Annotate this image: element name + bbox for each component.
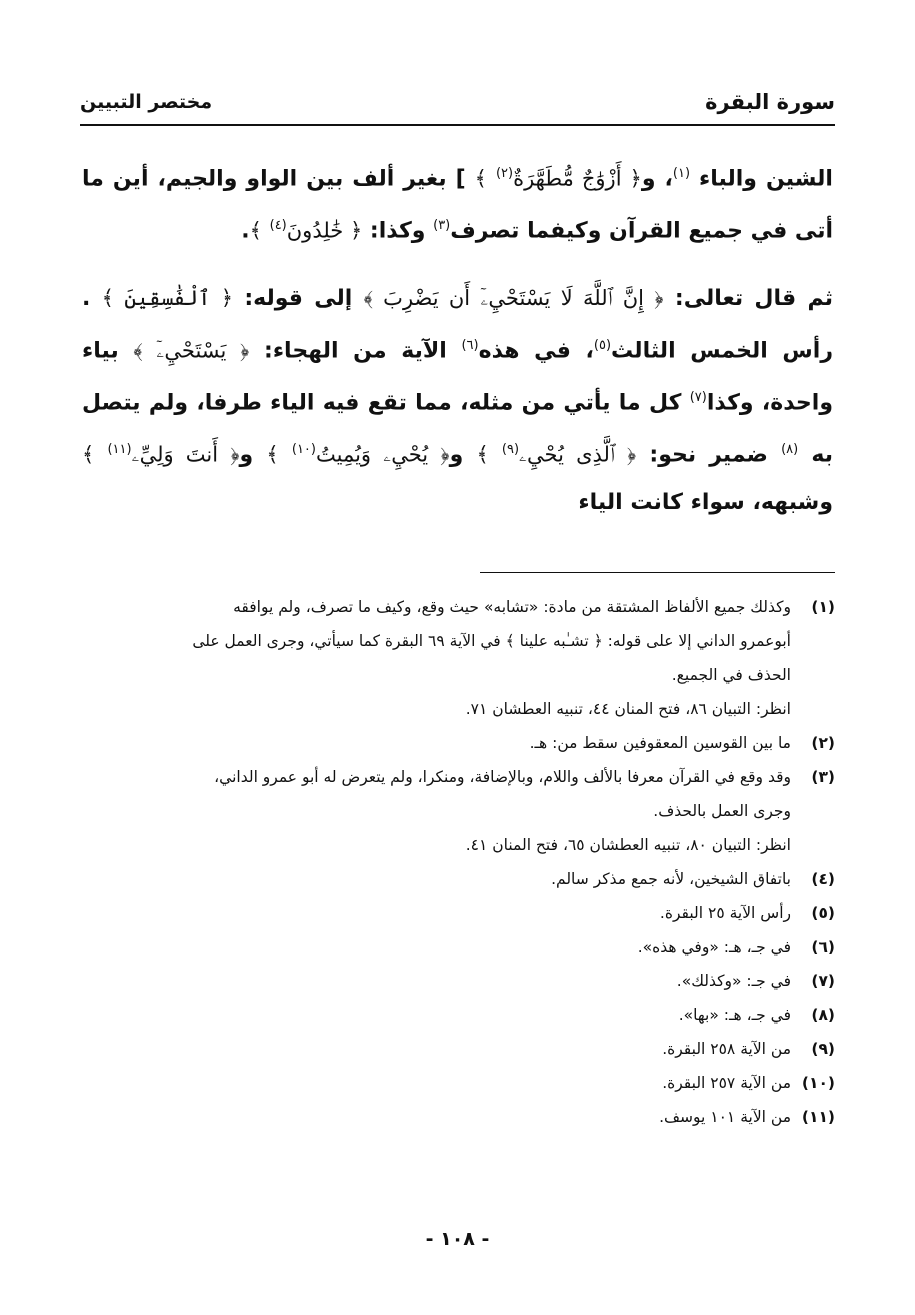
text-segment: ] بغير ألف بين الواو والجيم، أين ما أتى في جميع القرآن وكيفما تصرف <box>82 166 833 244</box>
text-segment: ضمير نحو: <box>649 442 768 468</box>
footnote-3 <box>82 760 835 862</box>
text-segment: الشين والباء <box>699 166 833 192</box>
surah-title: سورة البقرة <box>705 90 835 114</box>
quran-quote-close: ﴾ <box>476 442 489 467</box>
footnote-number: (٢) <box>811 734 835 752</box>
footnote-number: (١٠) <box>801 1074 835 1092</box>
footnote-4 <box>82 862 835 896</box>
quran-quote-khalidun: ﴿ خَٰلِدُونَ <box>286 218 363 243</box>
text-segment: ، و <box>641 166 673 192</box>
footnote-ref-3: (٣) <box>433 218 451 234</box>
footnote-ref-8: (٨) <box>781 442 799 458</box>
paragraph-2 <box>82 275 833 526</box>
footnote-line: وجرى العمل بالحذف. <box>653 802 791 820</box>
footnote-body: من الآية ٢٥٨ البقرة. <box>662 1040 791 1058</box>
quran-quote-azwaj: ﴿ أَزْوَٰجٌ مُّطَهَّرَةٌ <box>513 166 642 191</box>
text-segment: . <box>241 218 250 244</box>
footnote-body: رأس الآية ٢٥ البقرة. <box>659 904 791 922</box>
quran-quote-fasiqin: ﴿ ٱلْفَٰسِقِينَ ﴾ <box>101 285 234 310</box>
footnote-number: (٨) <box>811 1006 835 1024</box>
quran-quote-anta-waliyyi: ﴿ أَنتَ وَلِيِّۦ <box>131 442 240 467</box>
paragraph-1 <box>82 150 833 255</box>
footnote-number: (٩) <box>811 1040 835 1058</box>
text-segment: وشبهه، سواء كانت الياء <box>578 489 833 515</box>
footnote-body <box>82 726 791 760</box>
quran-quote-close: ﴾ <box>474 166 487 191</box>
footnote-9 <box>82 1032 835 1066</box>
footnote-body <box>82 760 791 862</box>
text-segment: ثم قال تعالى: <box>674 285 833 311</box>
text-segment: بياء واحدة، وكذا <box>82 337 833 416</box>
footnote-number: (٦) <box>811 938 835 956</box>
footnote-body: في جـ، هـ: «وفي هذه». <box>637 938 791 956</box>
quran-quote-yastahyi: ﴿ يَسْتَحْيِۦٓ ﴾ <box>133 337 250 362</box>
footnote-number: (٣) <box>811 768 835 786</box>
footnote-ref-9: (٩) <box>501 442 520 458</box>
footnote-6 <box>82 930 835 964</box>
footnote-10 <box>82 1066 835 1100</box>
footnote-ref-7: (٧) <box>689 389 707 405</box>
footnote-ref-4: (٤) <box>269 218 287 234</box>
quran-quote-yuhyi-wayumit: ﴿ يُحْيِۦ وَيُمِيتُ <box>315 442 450 467</box>
footnote-line: وقد وقع في القرآن معرفا بالألف واللام، وبالإضافة، ومنكرا، ولم يتعرض له أبو عمرو الداني، <box>214 768 791 786</box>
footnote-8 <box>82 998 835 1032</box>
text-segment: إلى قوله: <box>244 285 353 311</box>
footnote-reference: انظر: التبيان ٨٠، تنبيه العطشان ٦٥، فتح المنان ٤١. <box>465 836 791 854</box>
running-header <box>80 82 835 122</box>
footnote-number: (٤) <box>811 870 835 888</box>
footnote-ref-6: (٦) <box>461 337 479 353</box>
text-segment: ، في هذه <box>478 337 594 363</box>
footnote-line: ما بين القوسين المعقوفين سقط من: هـ. <box>529 734 791 752</box>
footnote-ref-10: (١٠) <box>291 442 316 458</box>
footnote-number: (١١) <box>801 1108 835 1126</box>
footnote-reference: انظر: التبيان ٨٦، فتح المنان ٤٤، تنبيه العطشان ٧١. <box>465 700 791 718</box>
page-number: - ١٠٨ - <box>425 1228 490 1250</box>
footnote-2 <box>82 726 835 760</box>
footnote-ref-2: (٢) <box>495 166 514 181</box>
footnote-number: (١) <box>811 598 835 616</box>
footnote-ref-5: (٥) <box>593 337 612 353</box>
footnote-5 <box>82 896 835 930</box>
footnote-body: باتفاق الشيخين، لأنه جمع مذكر سالم. <box>551 870 791 888</box>
main-text <box>82 150 833 526</box>
footnote-1 <box>82 590 835 726</box>
footnotes <box>82 590 835 1134</box>
footnote-divider <box>480 572 835 573</box>
footnote-line: أبوعمرو الداني إلا على قوله: ﴿ تشـٰبه علينا ﴾ في الآية ٦٩ البقرة كما سيأتي، وجرى العمل على <box>192 632 791 650</box>
text-segment: الآية من الهجاء: <box>264 337 447 363</box>
quran-quote-close: ﴾ <box>266 442 279 467</box>
footnote-11 <box>82 1100 835 1134</box>
footnote-body: في جـ: «وكذلك». <box>676 972 791 990</box>
book-title: مختصر التبيين <box>80 91 213 113</box>
footnote-ref-1: (١) <box>672 166 691 181</box>
text-segment: و <box>449 442 464 468</box>
header-divider <box>80 124 835 126</box>
quran-quote-close: ﴾ <box>82 442 95 467</box>
footnote-number: (٧) <box>811 972 835 990</box>
footnote-line: وكذلك جميع الألفاظ المشتقة من مادة: «تشابه» حيث وقع، وكيف ما تصرف، ولم يوافقه <box>233 598 791 616</box>
footnote-body: من الآية ١٠١ يوسف. <box>659 1108 791 1126</box>
text-segment: وكذا: <box>369 218 426 244</box>
quran-quote-alladhi-yuhyi: ﴿ ٱلَّذِى يُحْيِۦ <box>519 442 637 467</box>
text-segment: و <box>239 442 254 468</box>
footnote-ref-11: (١١) <box>107 442 132 458</box>
footnote-line: الحذف في الجميع. <box>671 666 791 684</box>
footnote-body: من الآية ٢٥٧ البقرة. <box>662 1074 791 1092</box>
footnote-number: (٥) <box>811 904 835 922</box>
footnote-7 <box>82 964 835 998</box>
text-segment: . رأس الخمس الثالث <box>82 285 833 363</box>
quran-quote-close: ﴾ <box>249 218 262 243</box>
footnote-body <box>82 590 791 726</box>
footnote-body: في جـ، هـ: «بها». <box>678 1006 791 1024</box>
quran-quote-inna-allah: ﴿ إِنَّ ٱللَّهَ لَا يَسْتَحْيِۦٓ أَن يَضْرِبَ ﴾ <box>363 285 664 310</box>
text-segment: كل ما يأتي من مثله، مما تقع فيه الياء طرفا، ولم يتصل به <box>82 390 833 468</box>
